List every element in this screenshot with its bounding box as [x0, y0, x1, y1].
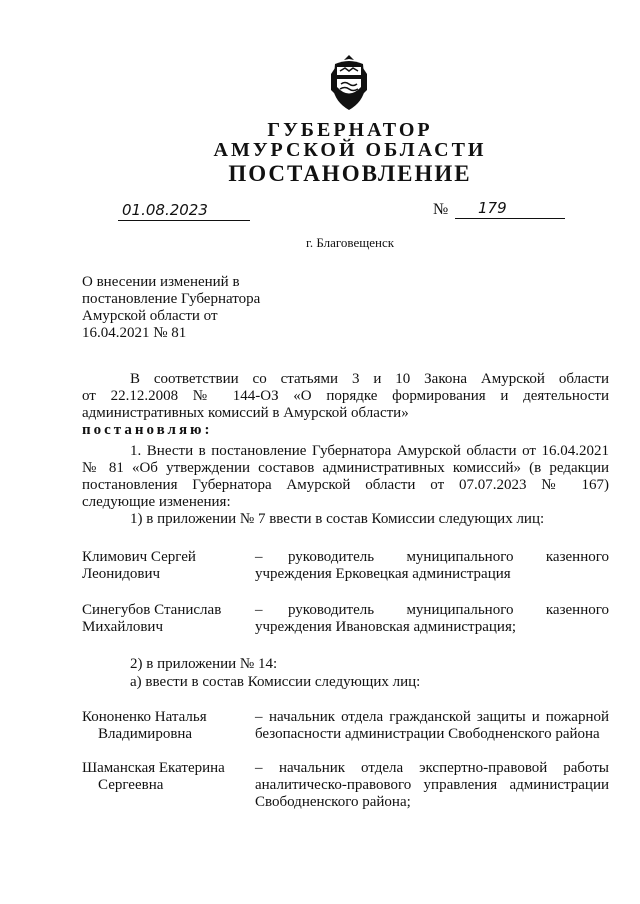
member-name-line: Шаманская Екатерина	[82, 760, 225, 776]
member-role	[255, 709, 609, 743]
item-line: следующие изменения:	[82, 494, 231, 510]
member-role-line: аналитическо-правового управления администрации	[255, 777, 609, 793]
city: г. Благовещенск	[305, 235, 395, 250]
preamble-line: от 22.12.2008 № 144-ОЗ «О порядке формирования и деятельности	[82, 388, 609, 404]
subject-line: О внесении изменений в	[82, 274, 240, 290]
subitem-1: 1) в приложении № 7 ввести в состав Комиссии следующих лиц:	[130, 511, 545, 527]
preamble-line: В соответствии со статьями 3 и 10 Закона Амурской области	[130, 371, 609, 387]
member-role-line: руководитель муниципального казенного	[288, 602, 609, 618]
member-name-line: Кононенко Наталья	[82, 709, 207, 725]
member-name-line: Климович Сергей	[82, 549, 196, 565]
member-role-line: безопасности администрации Свободненского района	[255, 726, 600, 742]
member-name-line: Владимировна	[98, 726, 193, 742]
member-role-line: руководитель муниципального казенного	[288, 549, 609, 565]
member-dash: –	[255, 602, 263, 618]
date-underline	[118, 219, 250, 221]
subject-line: постановление Губернатора	[82, 291, 261, 307]
member-role-line: учреждения Ерковецкая администрация	[255, 566, 511, 582]
member-dash: –	[255, 760, 263, 776]
member-name-line: Сергеевна	[98, 777, 164, 793]
member-name-line: Синегубов Станислав	[82, 602, 222, 618]
preamble-line: административных комиссий в Амурской области»	[82, 405, 409, 421]
member-name	[82, 709, 254, 743]
subitem-2a: а) ввести в состав Комиссии следующих лиц:	[130, 674, 421, 690]
member-role-line: начальник отдела экспертно-правовой работы	[279, 760, 609, 776]
header-title: ГУБЕРНАТОР	[267, 119, 433, 141]
subject-line: Амурской области от	[82, 308, 218, 324]
member-name	[82, 760, 254, 794]
number-label: №	[433, 201, 449, 218]
member-name-line: Михайлович	[82, 619, 163, 635]
member-role-line: начальник отдела гражданской защиты и пожарной	[269, 709, 609, 725]
subitem-2: 2) в приложении № 14:	[130, 656, 278, 672]
number-underline	[455, 217, 565, 219]
member-dash: –	[255, 549, 263, 565]
member-role-line: Свободненского района;	[255, 794, 411, 810]
member-role-line: учреждения Ивановская администрация;	[255, 619, 517, 635]
item-line: 1. Внести в постановление Губернатора Амурской области от 16.04.2021	[130, 443, 609, 459]
item-line: № 81 «Об утверждении составов административных комиссий» (в редакции	[82, 460, 609, 476]
document-subject	[82, 274, 342, 342]
coat-of-arms-emblem	[327, 54, 371, 112]
preamble	[82, 371, 609, 439]
item-1	[82, 443, 609, 528]
subject-line: 16.04.2021 № 81	[82, 325, 187, 341]
member-role	[255, 602, 609, 636]
member-dash: –	[255, 709, 263, 725]
member-name-line: Леонидович	[82, 566, 161, 582]
member-role	[255, 760, 609, 811]
member-name	[82, 602, 254, 636]
document-number: 179	[478, 199, 507, 217]
document-date: 01.08.2023	[122, 201, 208, 219]
item-line: постановления Губернатора Амурской области от 07.07.2023 № 167)	[82, 477, 609, 493]
member-role	[255, 549, 609, 583]
header-region: АМУРСКОЙ ОБЛАСТИ	[213, 139, 487, 161]
member-name	[82, 549, 254, 583]
decree-word: постановляю:	[82, 422, 213, 438]
document-type: ПОСТАНОВЛЕНИЕ	[228, 161, 472, 186]
